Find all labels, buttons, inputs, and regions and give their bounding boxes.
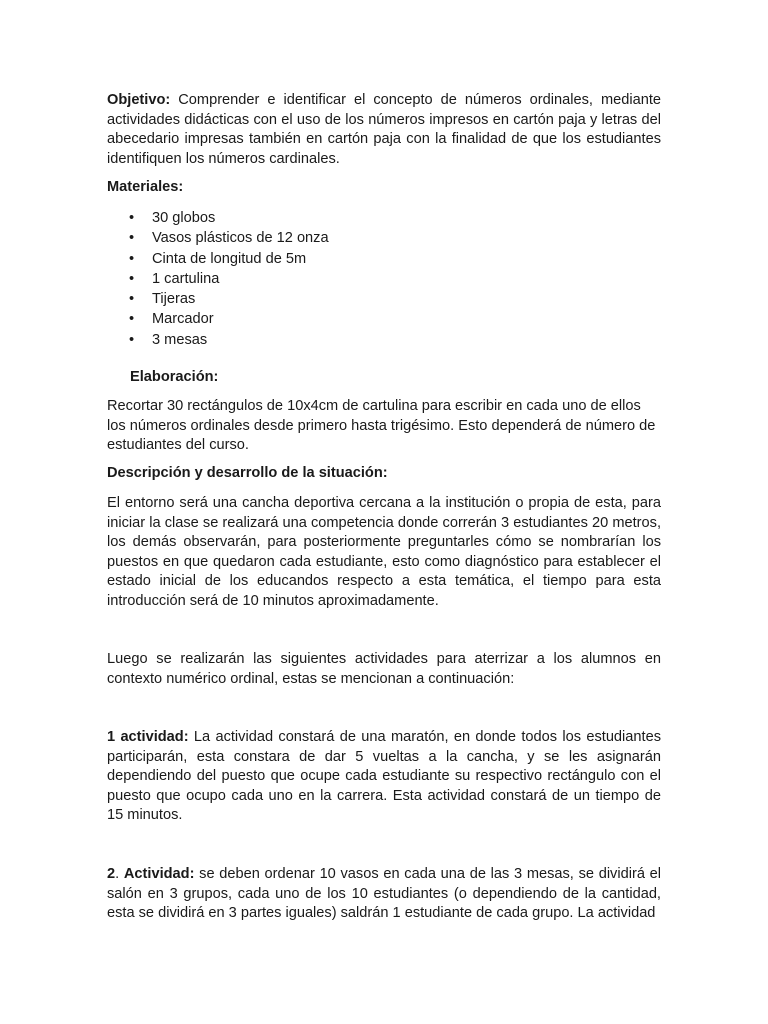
objetivo-label: Objetivo: [107,92,171,108]
list-item [107,228,329,248]
list-item-text: 1 cartulina [152,270,220,287]
actividad2-label: Actividad: [123,866,195,882]
objetivo-paragraph [107,91,661,169]
materiales-list [107,208,329,350]
list-item-text: 30 globos [152,210,216,226]
actividad1-paragraph [107,728,661,826]
list-item-text: Cinta de longitud de 5m [152,250,307,267]
list-item [107,269,329,289]
elaboracion-heading: Elaboración: [130,369,219,385]
list-item-text: Tijeras [152,291,196,308]
objetivo-text: Comprender e identificar el concepto de números ordinales, mediante actividades didácticas con el uso de los números impresos en cartón paja y letras del abecedario impresas también en cartón paja con la finalidad de que los estudiantes identifiquen los números cardinales. [107,92,661,167]
actividad2-dot: . [115,866,124,882]
list-item-text: Vasos plásticos de 12 onza [152,230,329,247]
bullet-icon: • [129,331,135,348]
list-item-text: Marcador [152,311,214,328]
actividad2-paragraph [107,865,661,924]
list-item-text: 3 mesas [152,331,208,348]
bullet-icon: • [129,210,135,226]
actividad2-number: 2 [107,866,116,882]
actividad1-text: La actividad constará de una maratón, en donde todos los estudiantes participarán, esta constara de dar 5 vueltas a la cancha, y se les asignarán dependiendo del puesto que ocupe cada estudiante su respectivo rectángulo con el puesto que ocupo cada uno en la carrera. Esta actividad constará de un tiempo de 15 minutos. [107,729,661,823]
luego-paragraph: Luego se realizarán las siguientes actividades para aterrizar a los alumnos en contexto numérico ordinal, estas se mencionan a continuación: [107,651,661,687]
list-item [107,249,329,269]
list-item [107,208,329,228]
bullet-icon: • [129,230,135,247]
descripcion-paragraph: El entorno será una cancha deportiva cercana a la institución o propia de esta, para iniciar la clase se realizará una competencia donde correrán 3 estudiantes 20 metros, los demás observarán, para posteriormente preguntarles cómo se nombrarían los puestos en que quedaron cada estudiante, esto como diagnóstico para establecer el estado inicial de los educandos respecto a esta temática, el tiempo para esta introducción será de 10 minutos aproximadamente. [107,495,661,609]
descripcion-heading: Descripción y desarrollo de la situación: [107,465,388,481]
actividad1-label: 1 actividad: [107,729,189,745]
materiales-heading: Materiales: [107,179,184,195]
bullet-icon: • [129,270,135,287]
list-item [107,330,329,350]
list-item [107,309,329,329]
actividad2-text: se deben ordenar 10 vasos en cada una de las 3 mesas, se dividirá el salón en 3 grupos, cada uno de los 10 estudiantes (o dependiendo de la cantidad, esta se dividirá en 3 partes iguales) saldrán 1 estudiante de cada grupo. La actividad [107,866,661,921]
list-item [107,289,329,309]
bullet-icon: • [129,250,135,267]
bullet-icon: • [129,311,135,328]
elaboracion-paragraph: Recortar 30 rectángulos de 10x4cm de cartulina para escribir en cada uno de ellos los números ordinales desde primero hasta trigésimo. Esto dependerá de número de estudiantes del curso. [107,398,656,453]
bullet-icon: • [129,291,135,308]
